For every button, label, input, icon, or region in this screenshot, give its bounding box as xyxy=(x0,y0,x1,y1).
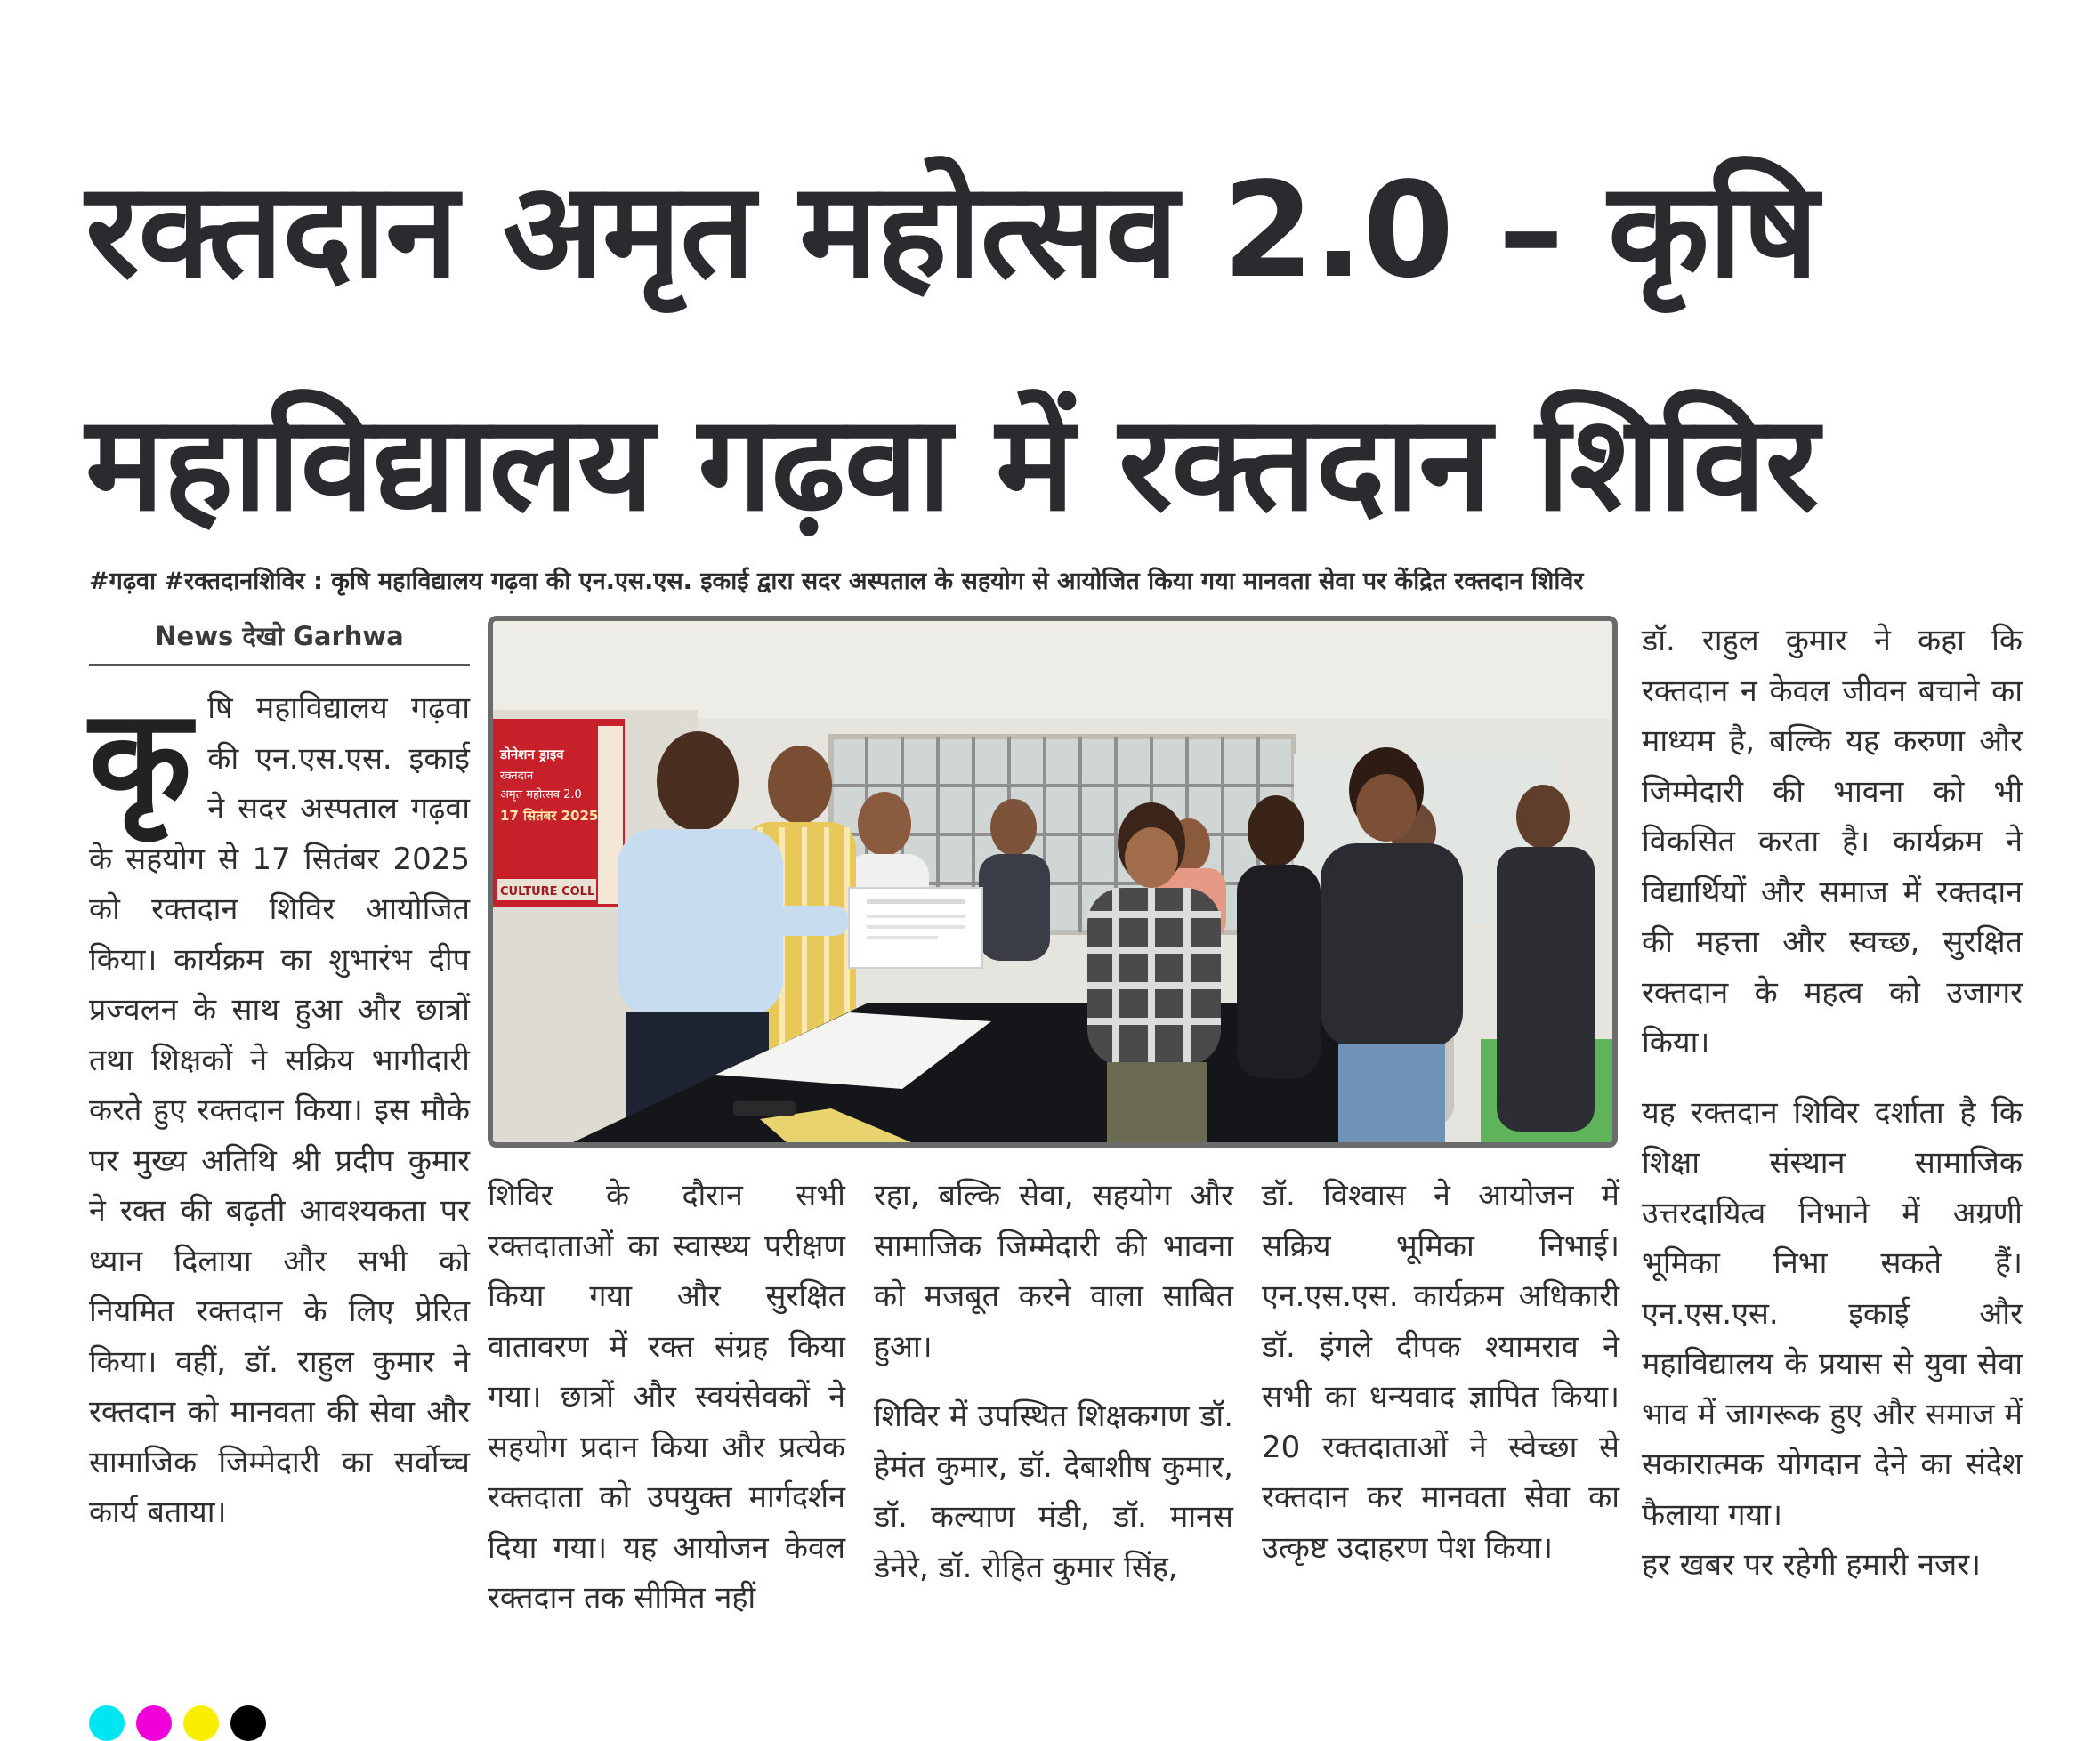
svg-text:अमृत महोत्सव 2.0: अमृत महोत्सव 2.0 xyxy=(500,788,582,802)
magenta-dot xyxy=(136,1705,172,1741)
column-2-text: शिविर के दौरान सभी रक्तदाताओं का स्वास्थ्य परीक्षण किया गया और सुरक्षित वातावरण में रक्त संग्रह किया गया। छात्रों और स्वयंसेवकों ने सहयोग प्रदान किया और प्रत्येक रक्तदाता को उपयुक्त मार्गदर्शन दिया गया। यह आयोजन केवल रक्तदान तक सीमित नहीं xyxy=(488,1178,845,1616)
headline xyxy=(85,114,2034,580)
yellow-dot xyxy=(183,1705,219,1741)
article-column-2 xyxy=(488,1171,845,1624)
svg-text:CULTURE COLL: CULTURE COLL xyxy=(500,885,595,899)
drop-cap: कृ xyxy=(89,681,192,836)
article-column-3 xyxy=(874,1171,1233,1592)
cyan-dot xyxy=(89,1705,125,1741)
column-4-text: डॉ. विश्वास ने आयोजन में सक्रिय भूमिका निभाई। एन.एस.एस. कार्यक्रम अधिकारी डॉ. इंगले दीपक श्यामराव ने सभी का धन्यवाद ज्ञापित किया। 20 रक्तदाताओं ने स्वेच्छा से रक्तदान कर मानवता सेवा का उत्कृष्ट उदाहरण पेश किया। xyxy=(1262,1178,1619,1566)
column-3-paragraph-2: शिविर में उपस्थित शिक्षकगण डॉ. हेमंत कुमार, डॉ. देबाशीष कुमार, डॉ. कल्याण मंडी, डॉ. मानस डेनेरे, डॉ. रोहित कुमार सिंह, xyxy=(874,1398,1233,1585)
column-5-paragraph-2: यह रक्तदान शिविर दर्शाता है कि शिक्षा संस्थान सामाजिक उत्तरदायित्व निभाने में अग्रणी भूमिका निभा सकते हैं। एन.एस.एस. इकाई और महाविद्यालय के प्रयास से युवा सेवा भाव में जागरूक हुए और समाज में सकारात्मक योगदान देने का संदेश फैलाया गया। xyxy=(1642,1094,2023,1533)
article-column-5 xyxy=(1642,616,2023,1591)
headline-line-2: महाविद्यालय गढ़वा में रक्तदान शिविर xyxy=(85,387,1819,540)
column-3-paragraph-1: रहा, बल्कि सेवा, सहयोग और सामाजिक जिम्मेदारी की भावना को मजबूत करने वाला साबित हुआ। xyxy=(874,1178,1233,1365)
column-5-paragraph-3: हर खबर पर रहेगी हमारी नजर। xyxy=(1642,1547,1982,1583)
event-photo xyxy=(488,616,1618,1148)
subheadline: #गढ़वा #रक्तदानशिविर : कृषि महाविद्यालय गढ़वा की एन.एस.एस. इकाई द्वारा सदर अस्पताल के सहयोग से आयोजित किया गया मानवता सेवा पर केंद्रित रक्तदान शिविर xyxy=(89,568,1584,595)
svg-text:17 सितंबर 2025: 17 सितंबर 2025 xyxy=(500,808,599,824)
article-column-1 xyxy=(89,683,470,1538)
svg-text:डोनेशन ड्राइव: डोनेशन ड्राइव xyxy=(500,746,564,762)
svg-text:रक्तदान: रक्तदान xyxy=(500,770,534,783)
column-5-paragraph-1: डॉ. राहुल कुमार ने कहा कि रक्तदान न केवल जीवन बचाने का माध्यम है, बल्कि यह करुणा और जिम्मेदारी की भावना को भी विकसित करता है। कार्यक्रम ने विद्यार्थियों और समाज में रक्तदान की महत्ता और स्वच्छ, सुरक्षित रक्तदान के महत्व को उजागर किया। xyxy=(1642,623,2023,1060)
black-dot xyxy=(230,1705,266,1741)
column-1-text: षि महाविद्यालय गढ़वा की एन.एस.एस. इकाई ने सदर अस्पताल गढ़वा के सहयोग से 17 सितंबर 2025 को रक्तदान शिविर आयोजित किया। कार्यक्रम का शुभारंभ दीप प्रज्वलन के साथ हुआ और छात्रों तथा शिक्षकों ने सक्रिय भागीदारी करते हुए रक्तदान किया। इस मौके पर मुख्य अतिथि श्री प्रदीप कुमार ने रक्त की बढ़ती आवश्यकता पर ध्यान दिलाया और सभी को नियमित रक्तदान के लिए प्रेरित किया। वहीं, डॉ. राहुल कुमार ने रक्तदान को मानवता की सेवा और सामाजिक जिम्मेदारी का सर्वोच्च कार्य बताया। xyxy=(89,690,470,1530)
byline: News देखो Garhwa xyxy=(89,614,470,666)
article-column-4 xyxy=(1262,1171,1619,1573)
headline-line-1: रक्तदान अमृत महोत्सव 2.0 – कृषि xyxy=(85,154,1818,307)
